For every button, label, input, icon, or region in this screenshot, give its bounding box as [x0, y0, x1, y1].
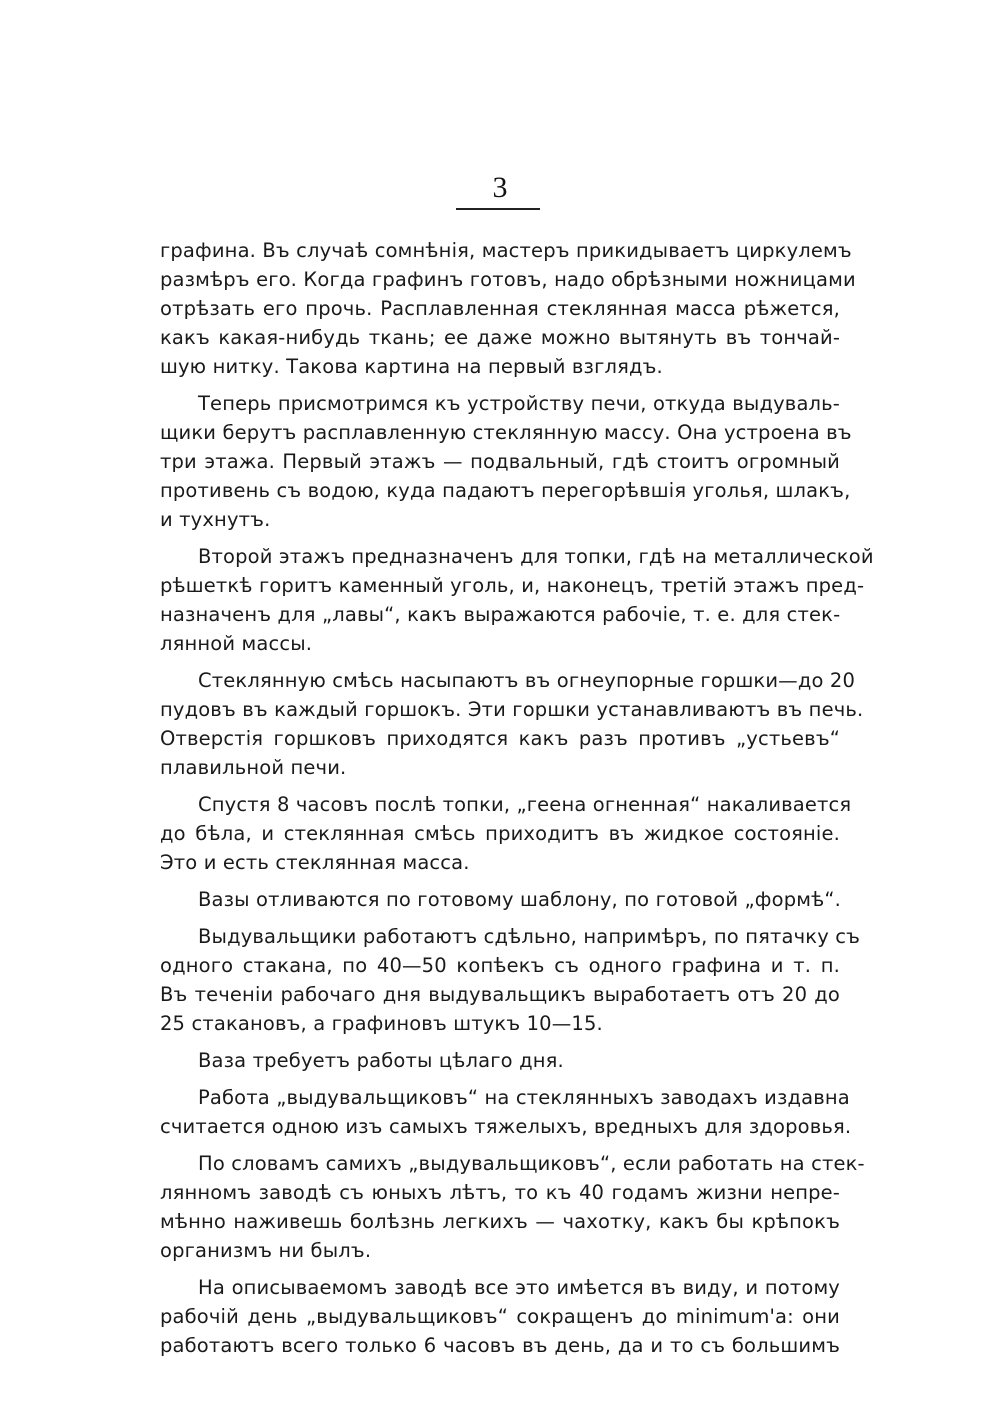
text-line: до бѣла, и стеклянная смѣсь приходитъ въ жидкое состояніе. [160, 822, 840, 845]
paragraph [160, 389, 852, 534]
text-line: 25 стакановъ, а графиновъ штукъ 10—15. [160, 1012, 603, 1035]
text-line: рабочій день „выдувальщиковъ“ сокращенъ до minimum'а: они [160, 1305, 840, 1328]
text-line: назначенъ для „лавы“, какъ выражаются рабочіе, т. е. для стек- [160, 603, 841, 626]
paragraph [160, 666, 864, 782]
text-line: лянномъ заводѣ съ юныхъ лѣтъ, то къ 40 годамъ жизни непре- [160, 1181, 840, 1204]
text-line: мѣнно наживешь болѣзнь легкихъ — чахотку, какъ бы крѣпокъ [160, 1210, 840, 1233]
text-line: графина. Въ случаѣ сомнѣнія, мастеръ прикидываетъ циркулемъ [160, 239, 852, 262]
paragraph [160, 885, 840, 914]
text-line: одного стакана, по 40—50 копѣекъ съ одного графина и т. п. [160, 954, 840, 977]
text-line: Это и есть стеклянная масса. [160, 851, 470, 874]
text-line: щики берутъ расплавленную стеклянную массу. Она устроена въ [160, 421, 852, 444]
paragraph [160, 1083, 852, 1141]
body-text [160, 236, 874, 1368]
text-line: Вазы отливаются по готовому шаблону, по готовой „формѣ“. [198, 888, 841, 911]
text-line: Стеклянную смѣсь насыпаютъ въ огнеупорные горшки—до 20 [198, 669, 856, 692]
text-line: На описываемомъ заводѣ все это имѣется въ виду, и потому [198, 1276, 840, 1299]
text-line: Теперь присмотримся къ устройству печи, откуда выдуваль- [198, 392, 840, 415]
paragraph [160, 1046, 840, 1075]
text-line: Въ теченіи рабочаго дня выдувальщикъ выработаетъ отъ 20 до [160, 983, 840, 1006]
paragraph [160, 790, 852, 877]
text-line: лянной массы. [160, 632, 313, 655]
paragraph [160, 542, 874, 658]
text-line: Отверстія горшковъ приходятся какъ разъ противъ „устьевъ“ [160, 727, 840, 750]
text-line: считается одною изъ самыхъ тяжелыхъ, вредныхъ для здоровья. [160, 1115, 852, 1138]
page-number: 3 [492, 171, 508, 204]
text-line: По словамъ самихъ „выдувальщиковъ“, если работать на стек- [198, 1152, 865, 1175]
text-line: пудовъ въ каждый горшокъ. Эти горшки устанавливаютъ въ печь. [160, 698, 864, 721]
text-line: отрѣзать его прочь. Расплавленная стеклянная масса рѣжется, [160, 297, 840, 320]
text-line: противень съ водою, куда падаютъ перегорѣвшія уголья, шлакъ, [160, 479, 851, 502]
paragraph [160, 236, 856, 381]
paragraph [160, 1149, 865, 1265]
text-line: шую нитку. Такова картина на первый взглядъ. [160, 355, 663, 378]
paragraph [160, 922, 861, 1038]
text-line: Второй этажъ предназначенъ для топки, гдѣ на металлической [198, 545, 874, 568]
text-line: Спустя 8 часовъ послѣ топки, „геена огненная“ накаливается [198, 793, 852, 816]
text-line: размѣръ его. Когда графинъ готовъ, надо обрѣзными ножницами [160, 268, 856, 291]
text-line: работаютъ всего только 6 часовъ въ день, да и то съ большимъ [160, 1334, 840, 1357]
paragraph [160, 1273, 840, 1360]
text-line: Выдувальщики работаютъ сдѣльно, напримѣръ, по пятачку съ [198, 925, 861, 948]
text-line: Ваза требуетъ работы цѣлаго дня. [198, 1049, 564, 1072]
page-number-underline [456, 208, 540, 210]
text-line: и тухнутъ. [160, 508, 271, 531]
text-line: организмъ ни былъ. [160, 1239, 372, 1262]
text-line: плавильной печи. [160, 756, 347, 779]
text-line: Работа „выдувальщиковъ“ на стеклянныхъ заводахъ издавна [198, 1086, 850, 1109]
text-line: рѣшеткѣ горитъ каменный уголь, и, наконецъ, третій этажъ пред- [160, 574, 865, 597]
text-line: какъ какая-нибудь ткань; ее даже можно вытянуть въ тончай- [160, 326, 840, 349]
text-line: три этажа. Первый этажъ — подвальный, гдѣ стоитъ огромный [160, 450, 840, 473]
